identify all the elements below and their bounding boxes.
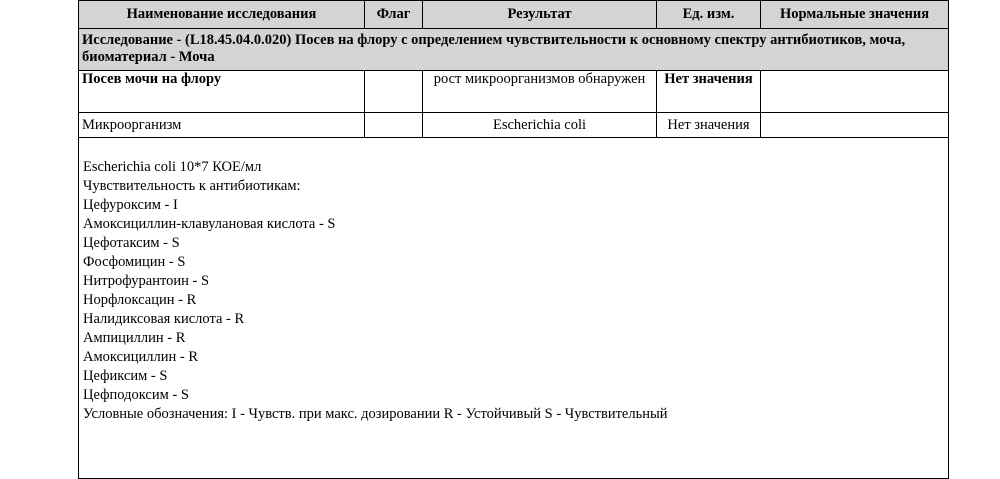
table-header-row: [79, 1, 949, 29]
row-unit: Нет значения: [657, 71, 761, 113]
row-test-name: Посев мочи на флору: [79, 71, 365, 113]
legend-line: Условные обозначения: I - Чувств. при макс. дозировании R - Устойчивый S - Чувствительный: [83, 406, 668, 422]
details-line: Цефподоксим - S: [83, 387, 189, 403]
row-normal-value: [761, 71, 949, 113]
header-flag: Флаг: [365, 1, 423, 29]
header-normal-values: Нормальные значения: [761, 1, 949, 29]
details-line: Цефуроксим - I: [83, 197, 178, 213]
header-unit: Ед. изм.: [657, 1, 761, 29]
details-line: Нитрофурантоин - S: [83, 273, 210, 289]
details-line: Налидиксовая кислота - R: [83, 311, 245, 327]
row-normal-value: [761, 113, 949, 138]
row-test-name: Микроорганизм: [79, 113, 365, 138]
details-line: Цефиксим - S: [83, 368, 168, 384]
details-line: Амоксициллин - R: [83, 349, 199, 365]
row-unit: Нет значения: [657, 113, 761, 138]
section-title: Исследование - (L18.45.04.0.020) Посев на флору с определением чувствительности к основному спектру антибиотиков, моча, биоматериал - Моча: [79, 29, 949, 71]
header-result: Результат: [423, 1, 657, 29]
details-line: Норфлоксацин - R: [83, 292, 197, 308]
details-row: [79, 138, 949, 479]
lab-results-table: [78, 0, 949, 479]
header-test-name: Наименование исследования: [79, 1, 365, 29]
details-cell: [79, 138, 949, 479]
row-flag: [365, 71, 423, 113]
details-line: Фосфомицин - S: [83, 254, 186, 270]
table-row: [79, 113, 949, 138]
row-result: Escherichia coli: [423, 113, 657, 138]
table-row: [79, 71, 949, 113]
details-line: Амоксициллин-клавулановая кислота - S: [83, 216, 336, 232]
details-line: Escherichia coli 10*7 КОЕ/мл: [83, 159, 262, 175]
details-line: Ампициллин - R: [83, 330, 186, 346]
section-row: [79, 29, 949, 71]
row-result: рост микроорганизмов обнаружен: [423, 71, 657, 113]
details-line: Цефотаксим - S: [83, 235, 180, 251]
row-flag: [365, 113, 423, 138]
details-line: Чувствительность к антибиотикам:: [83, 178, 301, 194]
